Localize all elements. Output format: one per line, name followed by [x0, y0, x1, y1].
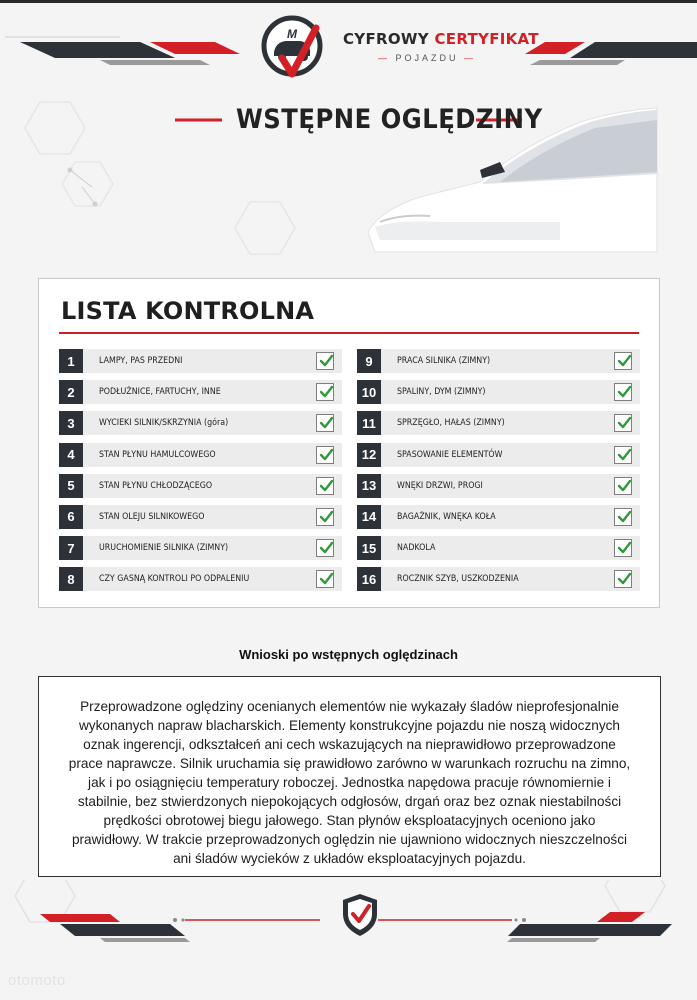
checklist-row-label: SPASOWANIE ELEMENTÓW	[397, 449, 503, 460]
checklist-row	[357, 536, 640, 560]
checklist-row	[59, 443, 342, 467]
checklist-row-number: 4	[59, 443, 83, 467]
shield-check-icon	[340, 892, 380, 938]
checkbox-checked-icon[interactable]	[614, 477, 632, 495]
checklist-row	[59, 349, 342, 373]
checklist-row	[357, 474, 640, 498]
checklist-row-label: NADKOLA	[397, 543, 436, 554]
checklist-row-label: WNĘKI DRZWI, PROGI	[397, 480, 483, 491]
checkbox-checked-icon[interactable]	[316, 570, 334, 588]
right-header-stripes	[525, 34, 697, 74]
checklist-row-number: 3	[59, 411, 83, 435]
checkbox-checked-icon[interactable]	[614, 539, 632, 557]
checklist-row	[357, 505, 640, 529]
checklist-row-number: 6	[59, 505, 83, 529]
checklist-row	[59, 567, 342, 591]
checklist-row-number: 10	[357, 380, 381, 404]
checklist-row-label: CZY GASNĄ KONTROLI PO ODPALENIU	[99, 574, 250, 585]
conclusions-box	[38, 676, 661, 877]
checklist-row	[357, 567, 640, 591]
checklist-row-label: WYCIEKI SILNIK/SKRZYNIA (góra)	[99, 418, 229, 429]
checklist-column-right	[357, 349, 640, 599]
shield-car-check-icon	[260, 14, 326, 86]
checklist-row	[59, 536, 342, 560]
checklist-row	[59, 380, 342, 404]
checklist-row-label: STAN OLEJU SILNIKOWEGO	[99, 511, 205, 522]
left-header-stripes	[0, 34, 260, 74]
brand-word-1: CYFROWY	[343, 30, 429, 48]
page-title: WSTĘPNE OGLĘDZINY	[236, 104, 543, 135]
checklist-row	[357, 380, 640, 404]
checklist-row-number: 16	[357, 567, 381, 591]
checkbox-checked-icon[interactable]	[316, 446, 334, 464]
checklist-row	[59, 411, 342, 435]
checklist-column-left	[59, 349, 342, 599]
checkbox-checked-icon[interactable]	[614, 508, 632, 526]
checklist-row-label: URUCHOMIENIE SILNIKA (ZIMNY)	[99, 543, 229, 554]
checkbox-checked-icon[interactable]	[614, 352, 632, 370]
checkbox-checked-icon[interactable]	[614, 383, 632, 401]
checkbox-checked-icon[interactable]	[316, 414, 334, 432]
checklist-title: LISTA KONTROLNA	[61, 297, 315, 325]
checklist-row-label: STAN PŁYNU CHŁODZĄCEGO	[99, 480, 213, 491]
checklist-row-label: SPALINY, DYM (ZIMNY)	[397, 387, 486, 398]
page-header	[0, 4, 697, 90]
checklist-row-label: STAN PŁYNU HAMULCOWEGO	[99, 449, 216, 460]
checklist-row-label: SPRZĘGŁO, HAŁAS (ZIMNY)	[397, 418, 505, 429]
checklist-row-label: BAGAŻNIK, WNĘKA KOŁA	[397, 511, 496, 522]
checklist-row-label: PRACA SILNIKA (ZIMNY)	[397, 356, 491, 366]
checkbox-checked-icon[interactable]	[316, 477, 334, 495]
checklist-row-number: 15	[357, 536, 381, 560]
conclusions-text: Przeprowadzone oględziny ocenianych elementów nie wykazały śladów nieprofesjonalnie wykonanych napraw blacharskich. Elementy konstrukcyjne pojazdu nie noszą widocznych oznak ingerencji, odkształceń ani cech wskazujących na nieprawidłowo przeprowadzone prace naprawcze. Silnik uruchamia się prawidłowo zarówno w warunkach rozruchu na zimno, jak i po osiągnięciu temperatury roboczej. Jednostka napędowa pracuje równomiernie i stabilnie, bez stwierdzonych niepokojących odgłosów, drgań oraz bez oznak niestabilności prędkości obrotowej biegu jałowego. Stan płynów eksploatacyjnych oceniono jako prawidłowy. W trakcie przeprowadzonych oględzin nie ujawniono widocznych nieszczelności ani śladów wycieków z układów eksploatacyjnych pojazdu.	[68, 699, 631, 866]
checklist-row-number: 2	[59, 380, 83, 404]
checklist-row-number: 8	[59, 567, 83, 591]
checklist-row	[59, 505, 342, 529]
page-footer	[0, 880, 697, 1000]
brand-subtitle: — POJAZDU —	[377, 53, 477, 63]
checklist-row-number: 13	[357, 474, 381, 498]
checklist-row-label: LAMPY, PAS PRZEDNI	[99, 356, 183, 366]
checklist-row-number: 5	[59, 474, 83, 498]
checklist-card	[38, 278, 660, 608]
svg-text:M: M	[287, 27, 297, 41]
top-border	[0, 0, 697, 3]
watermark: otomoto	[8, 972, 66, 989]
checklist-row	[357, 411, 640, 435]
brand-name	[343, 30, 539, 63]
checkbox-checked-icon[interactable]	[316, 383, 334, 401]
conclusions-title: Wnioski po wstępnych oględzinach	[239, 647, 458, 662]
checklist-row-number: 14	[357, 505, 381, 529]
checkbox-checked-icon[interactable]	[614, 446, 632, 464]
checkbox-checked-icon[interactable]	[614, 414, 632, 432]
checklist-row-number: 11	[357, 411, 381, 435]
checklist-row-label: ROCZNIK SZYB, USZKODZENIA	[397, 574, 519, 585]
checkbox-checked-icon[interactable]	[316, 352, 334, 370]
checkbox-checked-icon[interactable]	[614, 570, 632, 588]
checkbox-checked-icon[interactable]	[316, 539, 334, 557]
brand-word-2: CERTYFIKAT	[434, 30, 539, 48]
hero-section	[0, 92, 697, 262]
checklist-row-label: PODŁUŻNICE, FARTUCHY, INNE	[99, 387, 221, 398]
checklist-row-number: 12	[357, 443, 381, 467]
checkbox-checked-icon[interactable]	[316, 508, 334, 526]
checklist-row	[59, 474, 342, 498]
checklist-row-number: 9	[357, 349, 381, 373]
title-underline	[59, 332, 639, 334]
checklist-row-number: 1	[59, 349, 83, 373]
checklist-row	[357, 349, 640, 373]
checklist-row	[357, 443, 640, 467]
checklist-row-number: 7	[59, 536, 83, 560]
